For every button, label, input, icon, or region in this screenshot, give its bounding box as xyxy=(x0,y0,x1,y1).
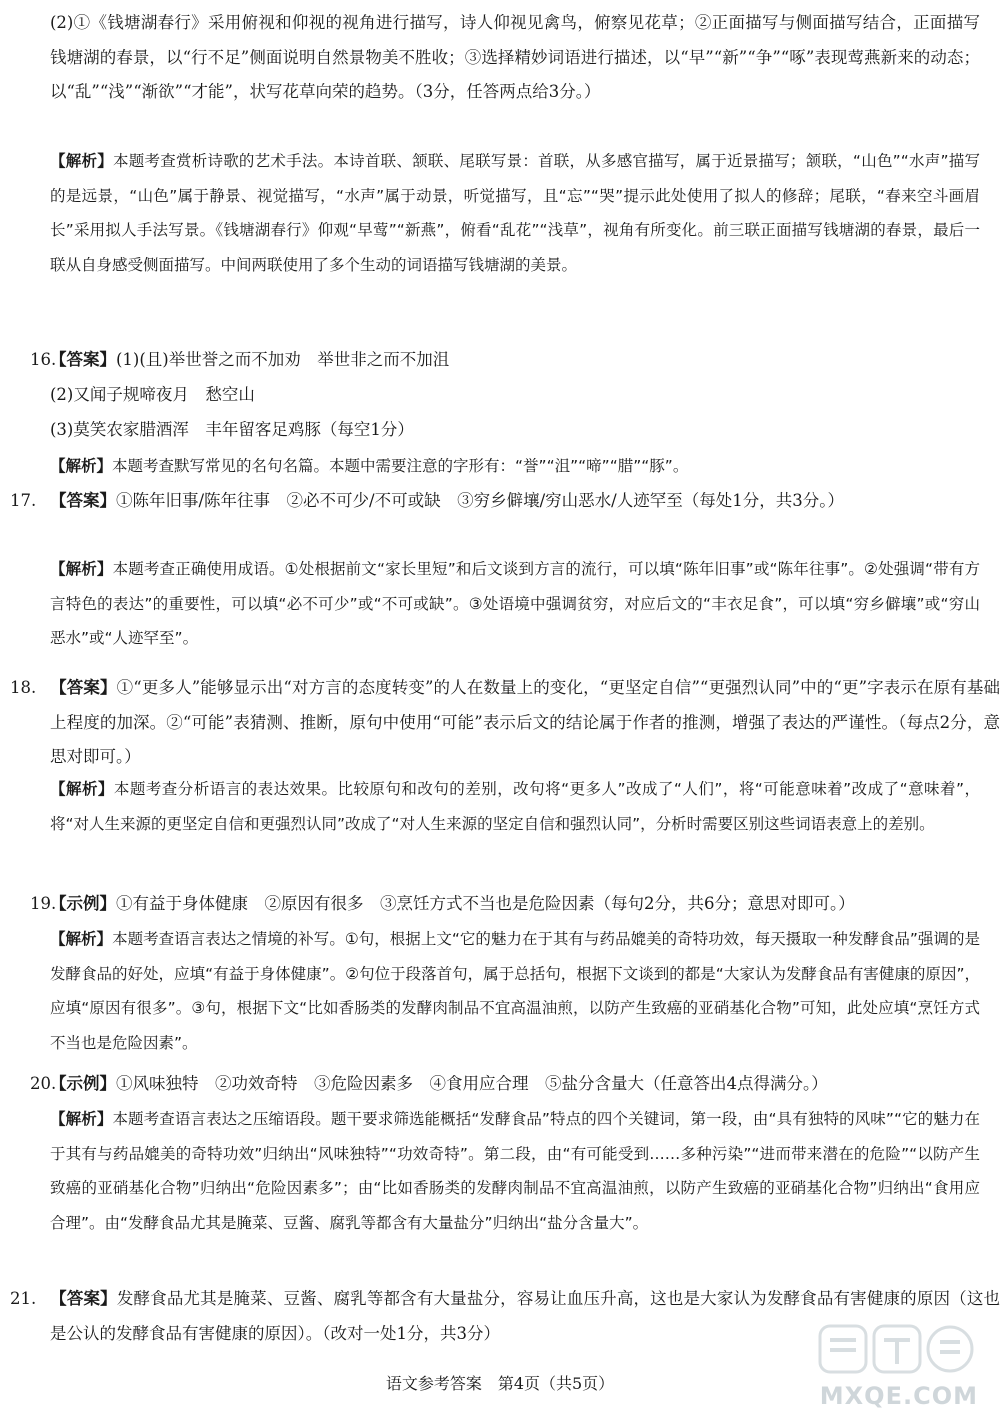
q20-answer: 20.【示例】①风味独特 ②功效奇特 ③危险因素多 ④食用应合理 ⑤盐分含量大（任意答出4点得满分。） xyxy=(30,1067,980,1102)
question-number: 18. xyxy=(10,678,37,697)
answer-tag: 【答案】 xyxy=(50,491,116,510)
page-footer: 语文参考答案 第4页（共5页） xyxy=(385,1374,615,1393)
analysis-tag: 【解析】 xyxy=(50,1110,113,1128)
q15-analysis: 【解析】本题考查赏析诗歌的艺术手法。本诗首联、颔联、尾联写景：首联，从多感官描写，属于近景描写；颔联，“山色”“水声”描写的是远景，“山色”属于静景、视觉描写，“水声”属于动景，听觉描写，且“忘”“哭”提示此处使用了拟人的修辞；尾联，“春来空斗画眉长”采用拟人手法写景。《钱塘湖春行》仰观“早莺”“新燕”，俯看“乱花”“浅草”，视角有所变化。前三联正面描写钱塘湖的春景，最后一联从自身感受侧面描写。中间两联使用了多个生动的词语描写钱塘湖的美景。 xyxy=(50,152,980,274)
q16-answer-line2: (2)又闻子规啼夜月 愁空山 xyxy=(50,385,255,404)
q17-answer: 17. 【答案】①陈年旧事/陈年往事 ②必不可少/不可或缺 ③穷乡僻壤/穷山恶水/人迹罕至（每处1分，共3分。） xyxy=(30,484,1000,519)
q18-answer: 18. 【答案】①“更多人”能够显示出“对方言的态度转变”的人在数量上的变化，“更坚定自信”“更强烈认同”中的“更”字表示在原有基础上程度的加深。②“可能”表猜测、推断，原句中使用“可能”表示后文的结论属于作者的推测，增强了表达的严谨性。（每点2分，意思对即可。） xyxy=(30,671,1000,775)
q21-answer: 21. 【答案】发酵食品尤其是腌菜、豆酱、腐乳等都含有大量盐分，容易让血压升高，这也是大家认为发酵食品有害健康的原因（这也是公认的发酵食品有害健康的原因）。（改对一处1分，共3分） xyxy=(30,1282,1000,1351)
q15-answer-part2: (2)①《钱塘湖春行》采用俯视和仰视的视角进行描写，诗人仰视见禽鸟，俯察见花草；②正面描写与侧面描写结合，正面描写钱塘湖的春景，以“行不足”侧面说明自然景物美不胜收；③选择精妙词语进行描述，以“早”“新”“争”“啄”表现莺燕新来的动态；以“乱”“浅”“渐欲”“才能”，状写花草向荣的趋势。（3分，任答两点给3分。） xyxy=(50,13,980,101)
example-tag: 【示例】 xyxy=(50,1074,116,1093)
answer-tag: 【答案】 xyxy=(50,350,116,369)
analysis-tag: 【解析】 xyxy=(50,780,114,798)
q17-analysis: 【解析】本题考查正确使用成语。①处根据前文“家长里短”和后文谈到方言的流行，可以填“陈年旧事”或“陈年往事”。②处强调“带有方言特色的表达”的重要性，可以填“必不可少”或“不可或缺”。③处语境中强调贫穷，对应后文的“丰衣足食”，可以填“穷乡僻壤”或“穷山恶水”或“人迹罕至”。 xyxy=(50,560,980,647)
q18-analysis: 【解析】本题考查分析语言的表达效果。比较原句和改句的差别，改句将“更多人”改成了“人们”，将“可能意味着”改成了“意味着”，将“对人生来源的更坚定自信和更强烈认同”改成了“对人生来源的坚定自信和强烈认同”，分析时需要区别这些词语表意上的差别。 xyxy=(50,780,980,833)
q16-analysis: 【解析】本题考查默写常见的名句名篇。本题中需要注意的字形有：“誉”“沮”“啼”“腊”“豚”。 xyxy=(50,457,689,475)
q16-answer-line3: (3)莫笑农家腊酒浑 丰年留客足鸡豚（每空1分） xyxy=(50,420,414,439)
question-number: 17. xyxy=(10,491,37,510)
answer-tag: 【答案】 xyxy=(50,678,117,697)
question-number: 16. xyxy=(30,350,57,369)
question-number: 21. xyxy=(10,1289,37,1308)
analysis-tag: 【解析】 xyxy=(50,457,113,475)
analysis-tag: 【解析】 xyxy=(50,152,113,170)
example-tag: 【示例】 xyxy=(50,894,116,913)
watermark-text: MXQE.COM xyxy=(819,1382,978,1410)
q19-answer: 19.【示例】①有益于身体健康 ②原因有很多 ③烹饪方式不当也是危险因素（每句2分，共6分；意思对即可。） xyxy=(30,887,980,922)
q19-analysis: 【解析】本题考查语言表达之情境的补写。①句，根据上文“它的魅力在于其有与药品媲美的奇特功效，每天摄取一种发酵食品”强调的是发酵食品的好处，应填“有益于身体健康”。②句位于段落首句，属于总括句，根据下文谈到的都是“大家认为发酵食品有害健康的原因”，应填“原因有很多”。③句，根据下文“比如香肠类的发酵肉制品不宜高温油煎，以防产生致癌的亚硝基化合物”可知，此处应填“烹饪方式不当也是危险因素”。 xyxy=(50,930,980,1052)
question-number: 20. xyxy=(30,1074,57,1093)
analysis-tag: 【解析】 xyxy=(50,930,113,948)
question-number: 19. xyxy=(30,894,57,913)
q16-answer: 16.【答案】(1)(且)举世誉之而不加劝 举世非之而不加沮 xyxy=(30,343,980,378)
analysis-tag: 【解析】 xyxy=(50,560,113,578)
answer-tag: 【答案】 xyxy=(50,1289,117,1308)
q20-analysis: 【解析】本题考查语言表达之压缩语段。题干要求筛选能概括“发酵食品”特点的四个关键词，第一段，由“具有独特的风味”“它的魅力在于其有与药品媲美的奇特功效”归纳出“风味独特”“功效奇特”。第二段，由“有可能受到……多种污染”“进而带来潜在的危险”“以防产生致癌的亚硝基化合物”归纳出“危险因素多”；由“比如香肠类的发酵肉制品不宜高温油煎，以防产生致癌的亚硝基化合物”归纳出“食用应合理”。由“发酵食品尤其是腌菜、豆酱、腐乳等都含有大量盐分”归纳出“盐分含量大”。 xyxy=(50,1110,980,1232)
